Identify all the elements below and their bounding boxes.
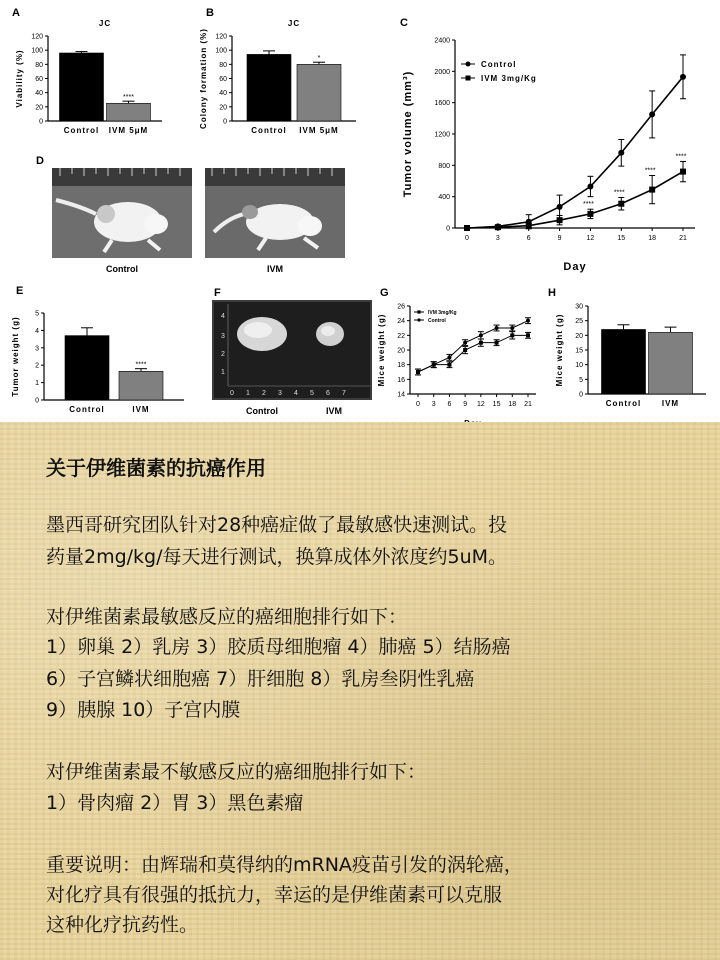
caption-f-control: Control: [246, 406, 278, 416]
category-label: Control: [69, 405, 105, 414]
ruler-num: 6: [326, 390, 330, 397]
ruler-num: 2: [221, 351, 225, 358]
category-label: Control: [251, 126, 287, 135]
ruler-num: 4: [294, 390, 298, 397]
ruler-num: 7: [342, 390, 346, 397]
y-tick-label: 800: [438, 162, 450, 170]
y-tick-label: 40: [35, 90, 43, 98]
panel-label-b: B: [206, 7, 214, 19]
data-point: [618, 201, 624, 207]
ruler-num: 3: [278, 390, 282, 397]
significance-mark: ****: [675, 153, 687, 161]
notes-line: 重要说明：由辉瑞和莫得纳的mRNA疫苗引发的涡轮癌，: [46, 854, 523, 876]
chart-g: [377, 304, 536, 429]
panel-label-a: A: [12, 7, 20, 19]
y-axis-label: Mice weight (g): [377, 313, 386, 387]
y-tick-label: 400: [438, 194, 450, 202]
x-tick-label: 9: [557, 235, 562, 242]
bar: [60, 53, 104, 121]
ruler-num: 4: [221, 313, 225, 320]
significance-mark: ****: [613, 189, 625, 197]
legend-marker: [417, 310, 420, 313]
legend-label: Control: [481, 60, 517, 69]
data-point: [432, 363, 436, 367]
caption-d-ivm: IVM: [266, 264, 284, 274]
y-tick-label: 22: [397, 332, 405, 340]
ruler-num: 1: [246, 390, 250, 397]
y-tick-label: 20: [219, 104, 227, 112]
photo-f-tumors: [212, 300, 372, 400]
y-axis-label: Mice weight (g): [555, 313, 564, 387]
x-tick-label: 21: [524, 401, 532, 408]
photo-d-control: [52, 168, 192, 258]
data-point: [510, 333, 514, 337]
y-tick-label: 0: [446, 225, 450, 233]
x-tick-label: 12: [476, 401, 485, 408]
data-point: [526, 333, 530, 337]
category-label: IVM: [132, 405, 150, 414]
y-tick-label: 100: [31, 47, 43, 55]
data-point: [680, 74, 686, 80]
caption-d-control: Control: [106, 264, 138, 274]
y-tick-label: 30: [575, 303, 583, 311]
y-tick-label: 0: [35, 397, 39, 405]
y-tick-label: 26: [397, 303, 405, 311]
category-label: Control: [63, 126, 100, 135]
notes-line: 对化疗具有很强的抵抗力，幸运的是伊维菌素可以克服: [46, 884, 503, 906]
notes-line: 药量2mg/kg/每天进行测试，换算成体外浓度约5uM。: [46, 546, 508, 568]
bar: [649, 332, 693, 394]
y-tick-label: 5: [35, 310, 39, 318]
ruler-num: 0: [230, 390, 234, 397]
legend-label: IVM 3mg/Kg: [481, 74, 537, 83]
y-tick-label: 0: [39, 118, 43, 126]
y-tick-label: 1: [35, 380, 39, 388]
data-point: [618, 150, 624, 156]
bar: [297, 64, 341, 121]
data-point: [447, 355, 451, 359]
significance-mark: *: [317, 55, 321, 63]
panel-label-c: C: [400, 17, 408, 29]
y-axis-label: Viability (%): [15, 49, 24, 108]
data-point: [463, 341, 467, 345]
category-label: Control: [605, 399, 642, 408]
series-line: [467, 172, 683, 228]
x-tick-label: 12: [586, 235, 595, 242]
x-tick-label: 0: [416, 401, 420, 408]
photo-d-ivm: [205, 168, 345, 258]
x-tick-label: 15: [492, 401, 501, 408]
legend-marker: [466, 76, 471, 81]
ruler-num: 3: [221, 333, 225, 340]
y-tick-label: 25: [575, 318, 583, 326]
y-tick-label: 80: [35, 61, 43, 69]
y-tick-label: 2400: [434, 37, 450, 45]
y-tick-label: 0: [223, 118, 227, 126]
legend-marker: [417, 318, 420, 321]
category-label: IVM: [661, 399, 680, 408]
y-axis-label: Tumor weight (g): [11, 316, 20, 397]
data-point: [649, 111, 655, 117]
chart-title: JC: [98, 19, 112, 28]
category-label: IVM 5μM: [299, 126, 339, 135]
notes-line: 1）卵巢 2）乳房 3）胶质母细胞瘤 4）肺癌 5）结肠癌: [46, 636, 511, 658]
panel-label-h: H: [548, 287, 556, 299]
data-point: [495, 224, 501, 230]
figure-canvas: [0, 0, 720, 422]
bar: [65, 336, 109, 400]
y-tick-label: 4: [35, 327, 39, 335]
y-tick-label: 14: [397, 391, 405, 399]
y-tick-label: 40: [219, 90, 227, 98]
notes-line: 这种化疗抗药性。: [46, 914, 199, 936]
legend-label: IVM 3mg/Kg: [428, 310, 457, 316]
legend-marker: [466, 62, 471, 67]
ruler-num: 1: [221, 369, 225, 376]
data-point: [649, 187, 655, 193]
y-tick-label: 1200: [434, 131, 450, 139]
caption-f-ivm: IVM: [325, 406, 343, 416]
chart-b: [199, 19, 356, 135]
x-tick-label: 9: [463, 401, 468, 408]
x-tick-label: 3: [431, 401, 436, 408]
x-tick-label: 15: [617, 235, 626, 242]
notes-line: 墨西哥研究团队针对28种癌症做了最敏感快速测试。投: [46, 514, 508, 536]
y-tick-label: 18: [397, 362, 405, 370]
ruler-num: 5: [310, 390, 314, 397]
x-tick-label: 18: [648, 235, 657, 242]
research-figure: [0, 0, 720, 422]
data-point: [557, 217, 563, 223]
significance-mark: ****: [123, 94, 134, 102]
data-point: [464, 225, 470, 231]
y-tick-label: 16: [397, 376, 405, 384]
x-tick-label: 18: [508, 401, 517, 408]
data-point: [587, 183, 593, 189]
bar: [107, 103, 151, 121]
data-point: [557, 204, 563, 210]
data-point: [495, 326, 499, 330]
notes-line: 对伊维菌素最不敏感反应的癌细胞排行如下：: [46, 761, 427, 783]
data-point: [416, 370, 420, 374]
notes-title: 关于伊维菌素的抗癌作用: [46, 456, 266, 480]
y-tick-label: 10: [575, 362, 583, 370]
data-point: [526, 319, 530, 323]
y-tick-label: 60: [219, 76, 227, 83]
data-point: [587, 211, 593, 217]
y-tick-label: 80: [219, 61, 227, 69]
notes-line: 9）胰腺 10）子宫内膜: [46, 699, 241, 721]
x-axis-label: Day: [563, 261, 587, 273]
legend-label: Control: [428, 318, 446, 324]
y-tick-label: 60: [35, 76, 43, 83]
notes-panel: [0, 422, 720, 960]
y-tick-label: 5: [579, 376, 583, 384]
bar: [602, 329, 646, 394]
y-tick-label: 120: [31, 33, 43, 41]
y-tick-label: 24: [397, 318, 405, 326]
panel-label-g: G: [380, 287, 389, 299]
data-point: [510, 326, 514, 330]
panel-label-f: F: [214, 287, 221, 299]
y-tick-label: 20: [575, 332, 583, 340]
x-tick-label: 3: [495, 235, 500, 242]
y-tick-label: 15: [575, 347, 583, 355]
bar: [247, 54, 291, 121]
data-point: [479, 341, 483, 345]
chart-a: [15, 19, 162, 135]
y-axis-label: Colony formation (%): [199, 28, 208, 129]
series-line: [467, 77, 683, 228]
category-label: IVM 5μM: [108, 126, 149, 135]
x-tick-label: 21: [679, 235, 687, 242]
significance-mark: ****: [582, 201, 594, 209]
notes-line: 对伊维菌素最敏感反应的癌细胞排行如下：: [46, 606, 408, 628]
y-tick-label: 120: [215, 33, 227, 41]
chart-c: [402, 38, 695, 274]
y-tick-label: 0: [579, 391, 583, 399]
y-tick-label: 2: [35, 362, 39, 370]
notes-line: 1）骨肉瘤 2）胃 3）黑色素瘤: [46, 792, 304, 814]
y-tick-label: 3: [35, 345, 39, 353]
significance-mark: ****: [644, 167, 656, 175]
data-point: [495, 341, 499, 345]
ruler-num: 2: [262, 390, 266, 397]
y-tick-label: 1600: [434, 100, 450, 108]
chart-title: JC: [287, 19, 301, 28]
x-tick-label: 6: [526, 235, 531, 242]
data-point: [463, 348, 467, 352]
data-point: [447, 363, 451, 367]
y-tick-label: 20: [397, 347, 405, 355]
data-point: [479, 333, 483, 337]
panel-label-e: E: [16, 285, 24, 297]
y-tick-label: 100: [215, 47, 227, 55]
notes-line: 6）子宫鳞状细胞癌 7）肝细胞 8）乳房叁阴性乳癌: [46, 668, 475, 690]
x-tick-label: 0: [465, 235, 469, 242]
panel-label-d: D: [36, 155, 44, 167]
chart-h: [555, 304, 706, 409]
y-tick-label: 20: [35, 104, 43, 112]
bar: [119, 371, 163, 400]
y-tick-label: 2000: [434, 68, 450, 76]
significance-mark: ****: [135, 361, 147, 369]
chart-e: [11, 311, 184, 415]
x-tick-label: 6: [447, 401, 452, 408]
data-point: [680, 169, 686, 175]
data-point: [526, 223, 532, 229]
y-axis-label: Tumor volume (mm³): [402, 70, 414, 198]
